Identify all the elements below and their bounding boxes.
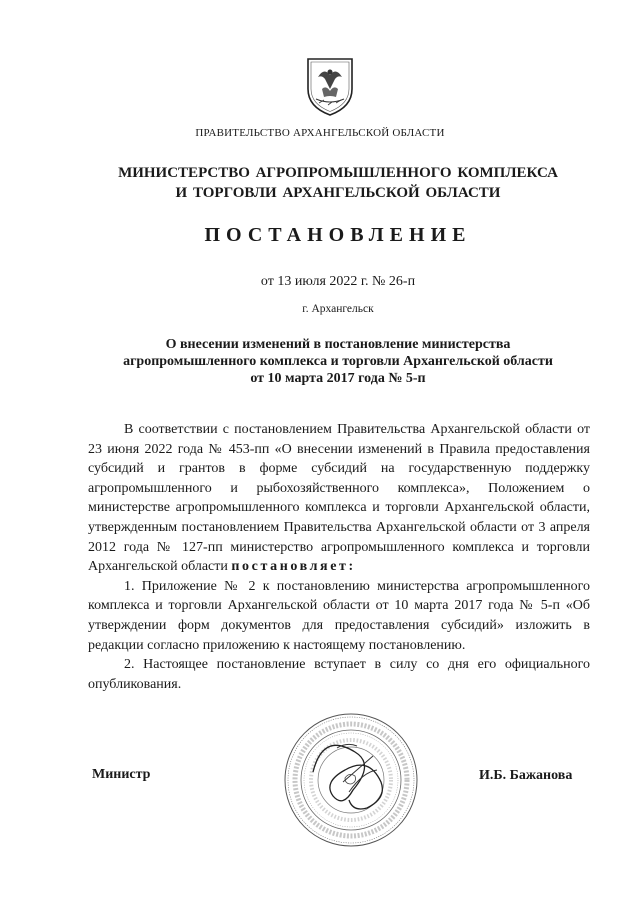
document-body <box>88 420 590 694</box>
subject-line3: от 10 марта 2017 года № 5-п <box>250 371 426 386</box>
ministry-name <box>0 163 640 203</box>
signatory-title: Министр <box>92 767 151 782</box>
decree-word: постановляет: <box>231 559 356 575</box>
coat-of-arms-icon <box>300 55 360 117</box>
government-header: ПРАВИТЕЛЬСТВО АРХАНГЕЛЬСКОЙ ОБЛАСТИ <box>195 127 445 139</box>
item-2-paragraph: 2. Настоящее постановление вступает в силу со дня его официального опубликования. <box>88 657 590 692</box>
subject-line2: агропромышленного комплекса и торговли Архангельской области <box>123 354 553 369</box>
document-date-number: от 13 июля 2022 г. № 26-п <box>260 274 416 289</box>
preamble-paragraph <box>88 420 590 577</box>
subject-line1: О внесении изменений в постановление министерства <box>165 337 511 352</box>
signatory-name: И.Б. Бажанова <box>479 768 573 783</box>
document-subject <box>0 336 640 387</box>
document-type: ПОСТАНОВЛЕНИЕ <box>204 224 472 246</box>
ministry-name-line2: И ТОРГОВЛИ АРХАНГЕЛЬСКОЙ ОБЛАСТИ <box>175 185 501 201</box>
official-seal-icon <box>283 712 419 848</box>
ministry-name-line1: МИНИСТЕРСТВО АГРОПРОМЫШЛЕННОГО КОМПЛЕКСА <box>118 165 558 181</box>
preamble-text: В соответствии с постановлением Правительства Архангельской области от 23 июня 2022 года № 453-пп «О внесении изменений в Правила предоставления субсидий и грантов в форме субсидий на государственную поддержку агропромышленного и рыбохозяйственного комплекса», Положением о министерстве агропромышленного комплекса и торговли Архангельской области, утвержденным постановлением Правительства Архангельской области от 3 апреля 2012 года № 127-пп министерство агропромышленного комплекса и торговли Архангельской области <box>88 422 590 575</box>
item-1-paragraph: 1. Приложение № 2 к постановлению министерства агропромышленного комплекса и торговли Архангельской области от 10 марта 2017 года № 5-п «Об утверждении форм документов для предоставления субсидий» изложить в редакции согласно приложению к настоящему постановлению. <box>88 578 590 653</box>
document-city: г. Архангельск <box>302 303 374 315</box>
